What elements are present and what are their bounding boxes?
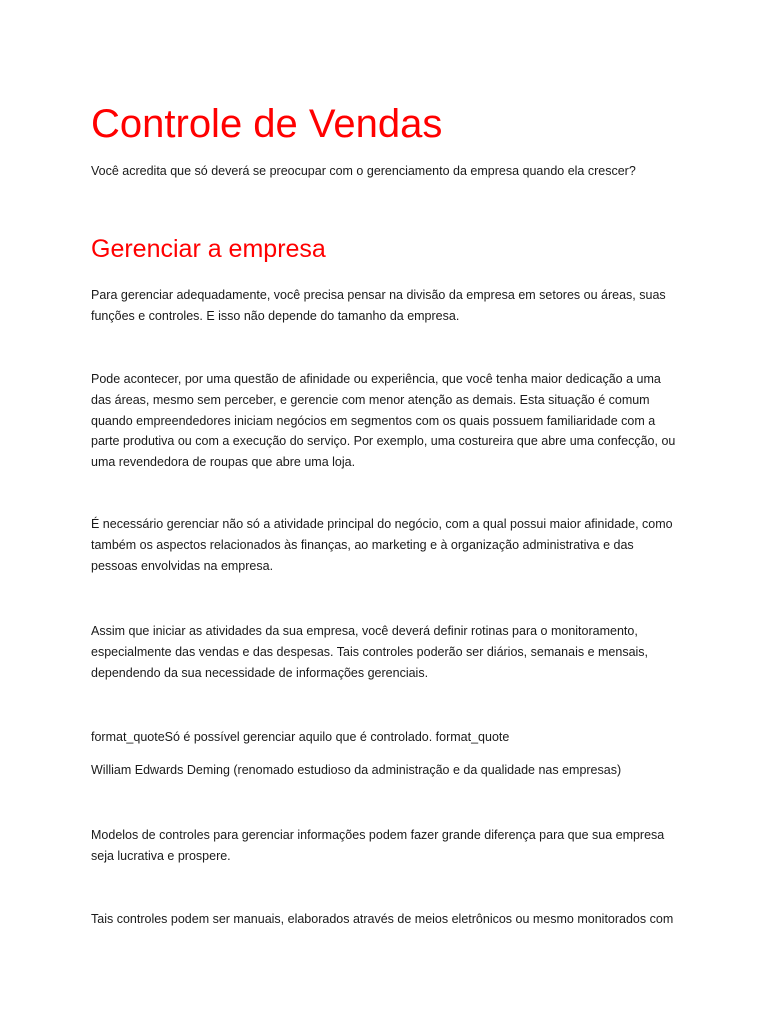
section-heading: Gerenciar a empresa: [91, 235, 326, 263]
quote-text: format_quoteSó é possível gerenciar aquilo que é controlado. format_quote: [91, 730, 510, 744]
document-title: Controle de Vendas: [91, 102, 443, 146]
paragraph-4: Assim que iniciar as atividades da sua empresa, você deverá definir rotinas para o monitoramento, especialmente das vendas e das despesas. Tais controles poderão ser diários, semanais e mensais, dependendo da sua necessidade de informações gerenciais.: [91, 624, 649, 680]
quote-author: William Edwards Deming (renomado estudioso da administração e da qualidade nas empresas): [91, 763, 622, 777]
paragraph-3: É necessário gerenciar não só a atividade principal do negócio, com a qual possui maior afinidade, como também os aspectos relacionados às finanças, ao marketing e à organização administrativa e das pessoas envolvidas na empresa.: [91, 517, 673, 573]
paragraph-6: Tais controles podem ser manuais, elaborados através de meios eletrônicos ou mesmo monitorados com: [91, 912, 674, 926]
paragraph-1: Para gerenciar adequadamente, você precisa pensar na divisão da empresa em setores ou áreas, suas funções e controles. E isso não depende do tamanho da empresa.: [91, 288, 666, 323]
paragraph-2: Pode acontecer, por uma questão de afinidade ou experiência, que você tenha maior dedicação a uma das áreas, mesmo sem perceber, e gerencie com menor atenção as demais. Esta situação é comum quando empreendedores iniciam negócios em segmentos com os quais possuem familiaridade com a parte produtiva ou com a execução do serviço. Por exemplo, uma costureira que abre uma confecção, ou uma revendedora de roupas que abre uma loja.: [91, 372, 676, 470]
paragraph-5: Modelos de controles para gerenciar informações podem fazer grande diferença para que sua empresa seja lucrativa e prospere.: [91, 828, 665, 863]
intro-paragraph: Você acredita que só deverá se preocupar com o gerenciamento da empresa quando ela crescer?: [91, 164, 636, 178]
